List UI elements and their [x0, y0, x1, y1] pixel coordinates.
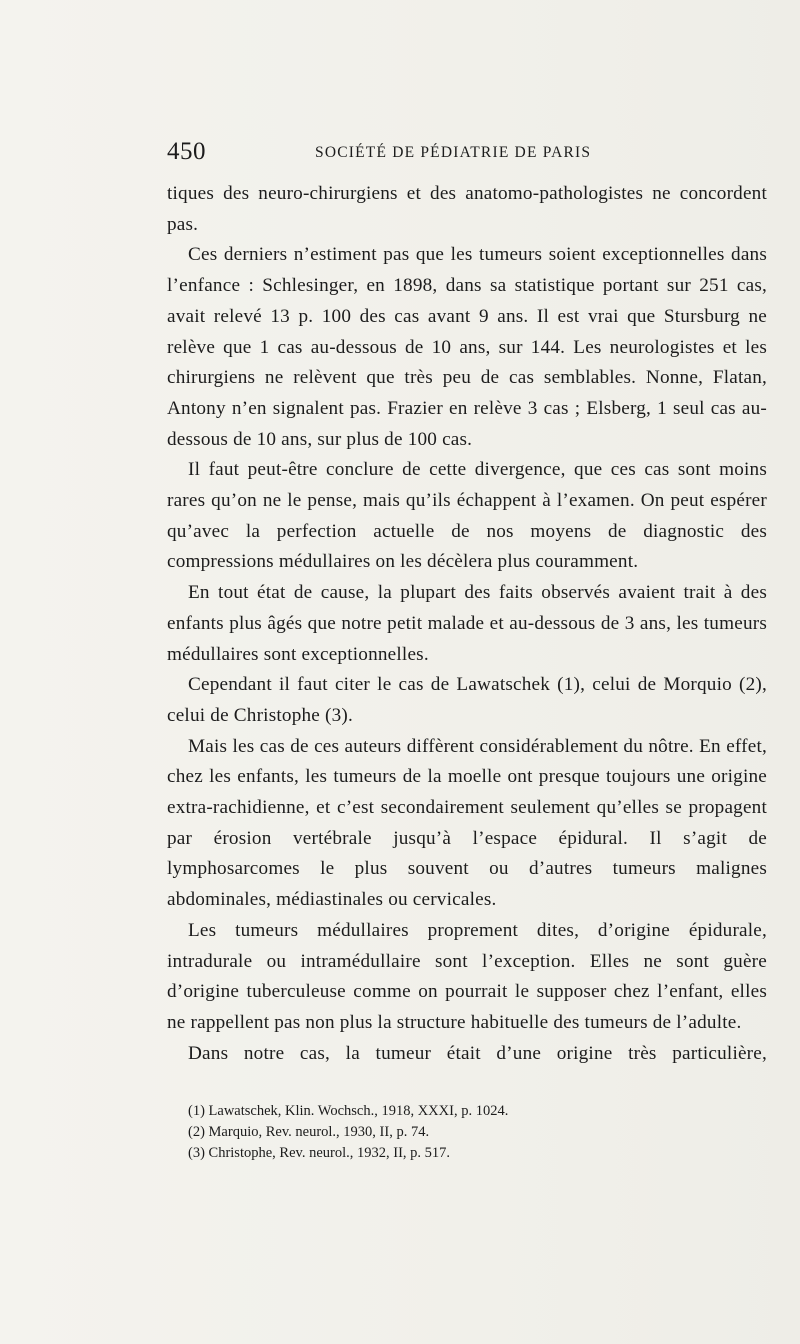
- footnotes: [188, 1101, 748, 1164]
- footnote: (2) Marquio, Rev. neurol., 1930, II, p. 74.: [188, 1124, 430, 1140]
- page-header: [167, 138, 747, 174]
- paragraph: Cependant il faut citer le cas de Lawatschek (1), celui de Morquio (2), celui de Christophe (3).: [167, 674, 767, 726]
- body-text: [167, 179, 767, 1069]
- paragraph: En tout état de cause, la plupart des faits observés avaient trait à des enfants plus âgés que notre petit malade et au-dessous de 3 ans, les tumeurs médullaires sont exceptionnelles.: [167, 582, 767, 665]
- page-number: 450: [167, 138, 206, 165]
- paragraph: Dans notre cas, la tumeur était d’une origine très particulière,: [188, 1042, 767, 1064]
- paragraph: tiques des neuro-chirurgiens et des anatomo-pathologistes ne concordent pas.: [167, 183, 767, 235]
- paragraph: Ces derniers n’estiment pas que les tumeurs soient exceptionnelles dans l’enfance : Schlesinger, en 1898, dans sa statistique portant sur 251 cas, avait relevé 13 p. 100 des cas avant 9 ans. Il est vrai que Stursburg ne relève que 1 cas au-dessous de 10 ans, sur 144. Les neurologistes et les chirurgiens ne relèvent que très peu de cas semblables. Nonne, Flatan, Antony n’en signalent pas. Frazier en relève 3 cas ; Elsberg, 1 seul cas au-dessous de 10 ans, sur plus de 100 cas.: [167, 244, 767, 450]
- paragraph: Les tumeurs médullaires proprement dites, d’origine épidurale, intradurale ou intramédullaire sont l’exception. Elles ne sont guère d’origine tuberculeuse comme on pourrait le supposer chez l’enfant, elles ne rappellent pas non plus la structure habituelle des tumeurs de l’adulte.: [167, 919, 767, 1033]
- footnote: (3) Christophe, Rev. neurol., 1932, II, p. 517.: [188, 1145, 451, 1161]
- paragraph: Mais les cas de ces auteurs diffèrent considérablement du nôtre. En effet, chez les enfants, les tumeurs de la moelle ont presque toujours une origine extra-rachidienne, et c’est secondairement seulement qu’elles se propagent par érosion vertébrale jusqu’à l’espace épidural. Il s’agit de lymphosarcomes le plus souvent ou d’autres tumeurs malignes abdominales, médiastinales ou cervicales.: [167, 735, 767, 911]
- footnote: (1) Lawatschek, Klin. Wochsch., 1918, XXXI, p. 1024.: [188, 1103, 509, 1119]
- paragraph: Il faut peut-être conclure de cette divergence, que ces cas sont moins rares qu’on ne le pense, mais qu’ils échappent à l’examen. On peut espérer qu’avec la perfection actuelle de nos moyens de diagnostic des compressions médullaires on les décèlera plus couramment.: [167, 459, 767, 573]
- running-title: SOCIÉTÉ DE PÉDIATRIE DE PARIS: [315, 144, 592, 161]
